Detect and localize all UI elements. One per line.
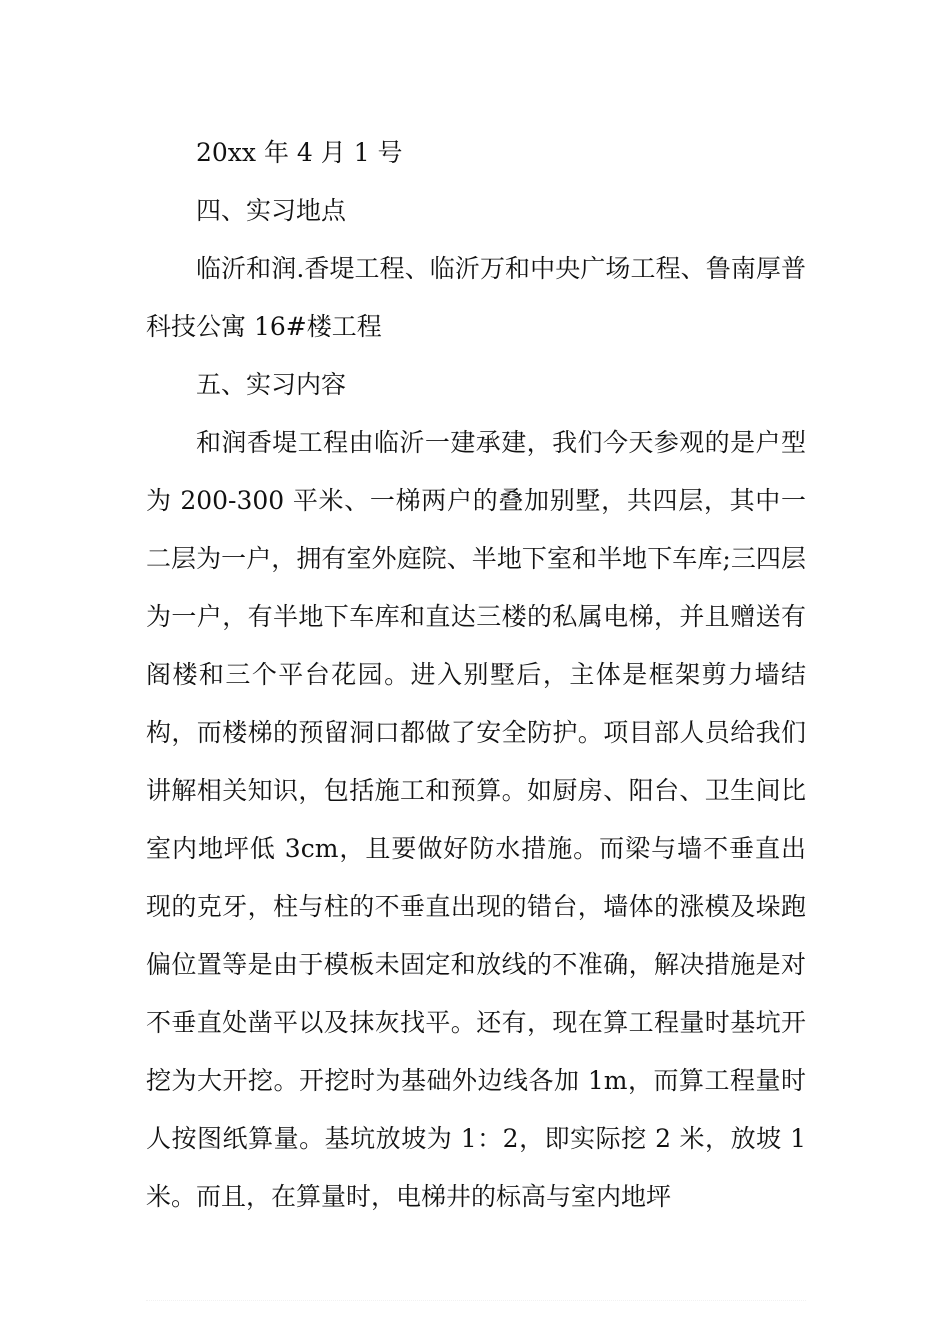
location-paragraph: 临沂和润.香堤工程、临沂万和中央广场工程、鲁南厚普科技公寓 16#楼工程 — [146, 254, 806, 341]
footer-divider — [146, 1300, 806, 1303]
section-heading-content: 五、实习内容 — [196, 370, 347, 399]
document-body — [146, 124, 806, 1226]
content-paragraph: 和润香堤工程由临沂一建承建，我们今天参观的是户型为 200-300 平米、一梯两户的叠加别墅，共四层，其中一二层为一户，拥有室外庭院、半地下室和半地下车库;三四层为一户，有半地下车库和直达三楼的私属电梯，并且赠送有阁楼和三个平台花园。进入别墅后，主体是框架剪力墙结构，而楼梯的预留洞口都做了安全防护。项目部人员给我们讲解相关知识，包括施工和预算。如厨房、阳台、卫生间比室内地坪低 3cm，且要做好防水措施。而梁与墙不垂直出现的克牙，柱与柱的不垂直出现的错台，墙体的涨模及垛跑偏位置等是由于模板未固定和放线的不准确，解决措施是对不垂直处凿平以及抹灰找平。还有，现在算工程量时基坑开挖为大开挖。开挖时为基础外边线各加 1m，而算工程量时人按图纸算量。基坑放坡为 1：2，即实际挖 2 米，放坡 1 米。而且，在算量时，电梯井的标高与室内地坪 — [146, 428, 806, 1211]
section-heading-location: 四、实习地点 — [196, 196, 347, 225]
date-line: 20xx 年 4 月 1 号 — [196, 138, 403, 167]
